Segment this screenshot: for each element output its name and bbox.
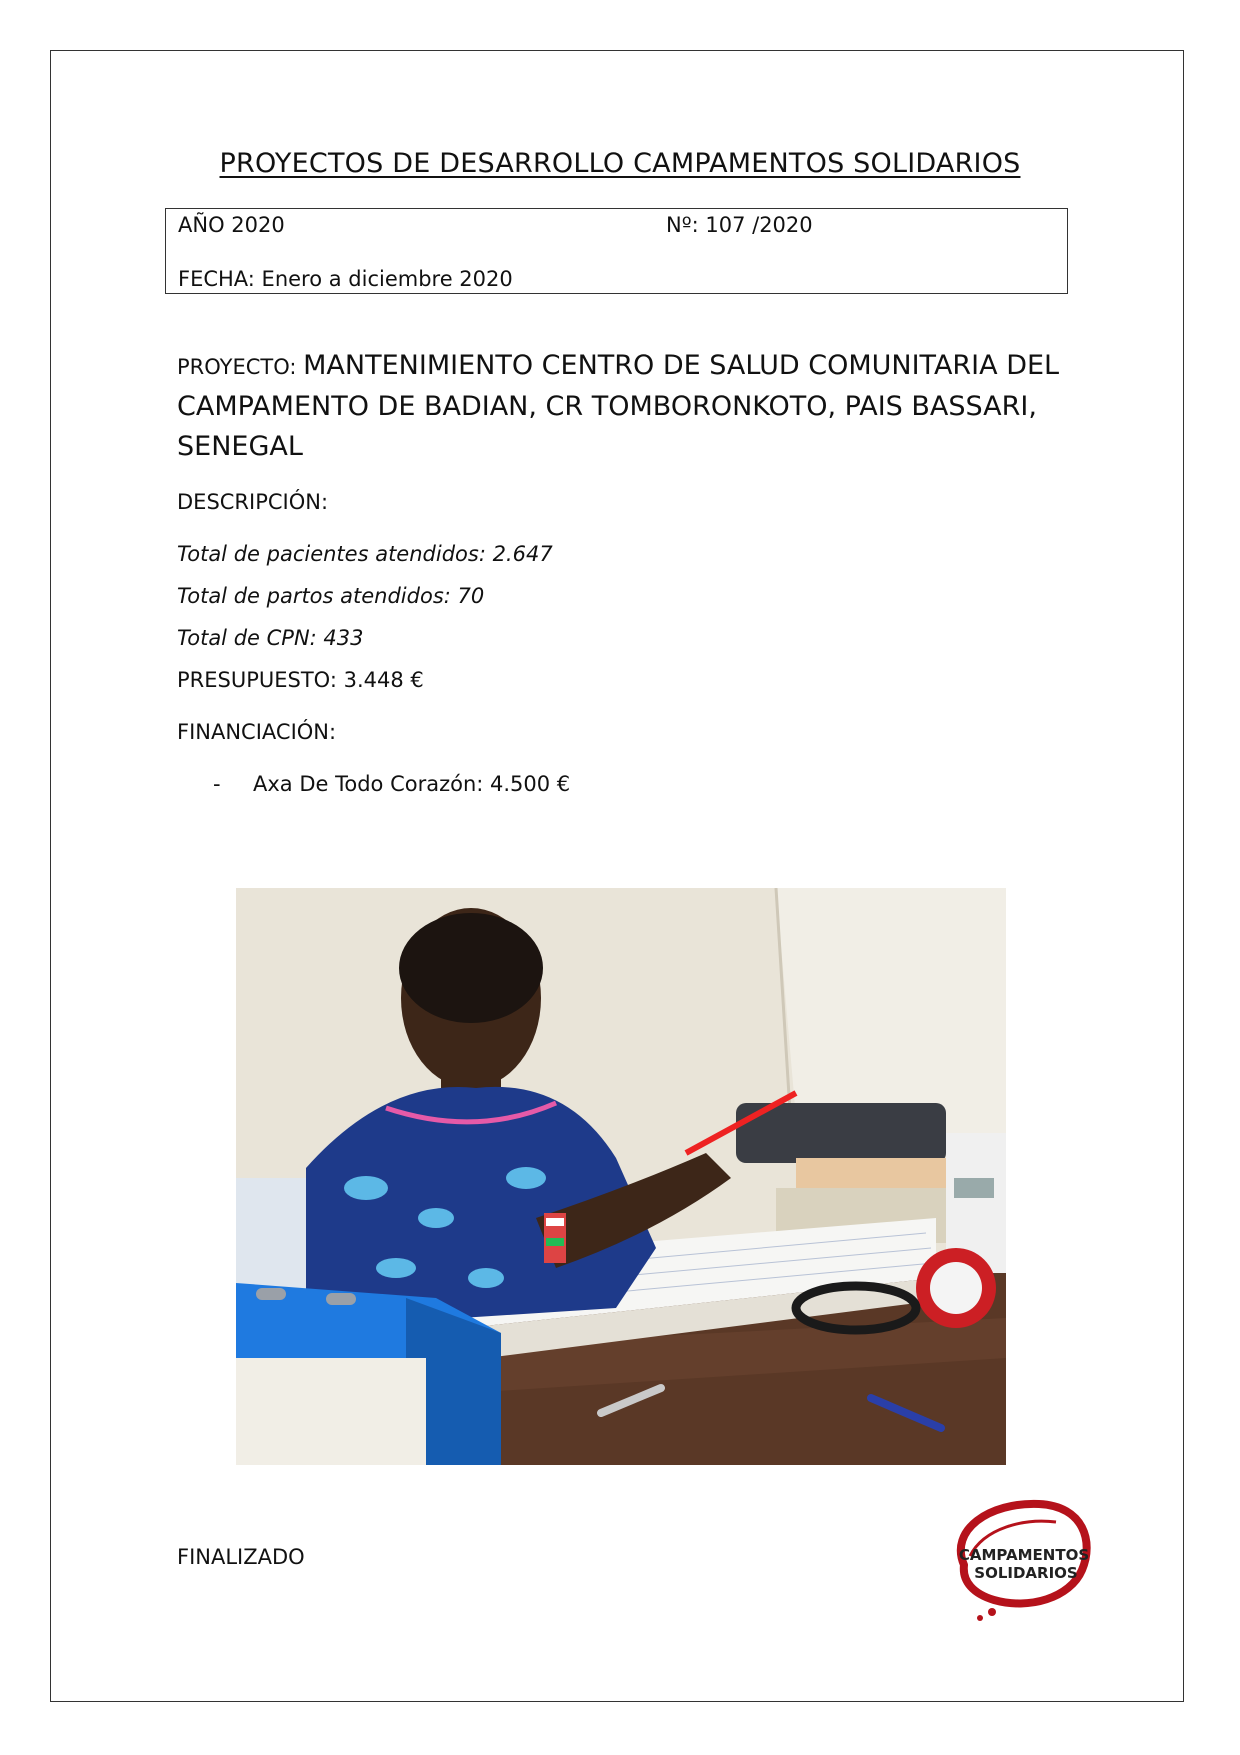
stat-cpn: Total de CPN: 433 — [177, 626, 364, 650]
budget-field: PRESUPUESTO: 3.448 € — [177, 668, 424, 692]
number-field: Nº: 107 /2020 — [666, 213, 813, 237]
status-text: FINALIZADO — [177, 1545, 305, 1569]
financing-item — [213, 772, 570, 796]
health-worker-photo — [236, 888, 1006, 1465]
info-box — [165, 208, 1068, 294]
logo-line-1: CAMPAMENTOS — [958, 1546, 1090, 1564]
stat-patients: Total de pacientes atendidos: 2.647 — [177, 542, 553, 566]
project-name: MANTENIMIENTO CENTRO DE SALUD COMUNITARIA DEL CAMPAMENTO DE BADIAN, CR TOMBORONKOTO, PAIS BASSARI, SENEGAL — [177, 350, 1060, 462]
project-label: PROYECTO: — [177, 355, 304, 379]
logo-line-2: SOLIDARIOS — [974, 1564, 1078, 1582]
date-field: FECHA: Enero a diciembre 2020 — [178, 267, 513, 291]
page-title: PROYECTOS DE DESARROLLO CAMPAMENTOS SOLIDARIOS — [219, 148, 1021, 179]
description-label: DESCRIPCIÓN: — [177, 490, 329, 514]
stat-births: Total de partos atendidos: 70 — [177, 584, 485, 608]
project-block — [177, 346, 1077, 467]
list-dash: - — [213, 772, 221, 796]
year-field: AÑO 2020 — [178, 213, 285, 237]
campamentos-solidarios-logo — [944, 1490, 1094, 1630]
financing-label: FINANCIACIÓN: — [177, 720, 337, 744]
financing-item-text: Axa De Todo Corazón: 4.500 € — [253, 772, 571, 796]
